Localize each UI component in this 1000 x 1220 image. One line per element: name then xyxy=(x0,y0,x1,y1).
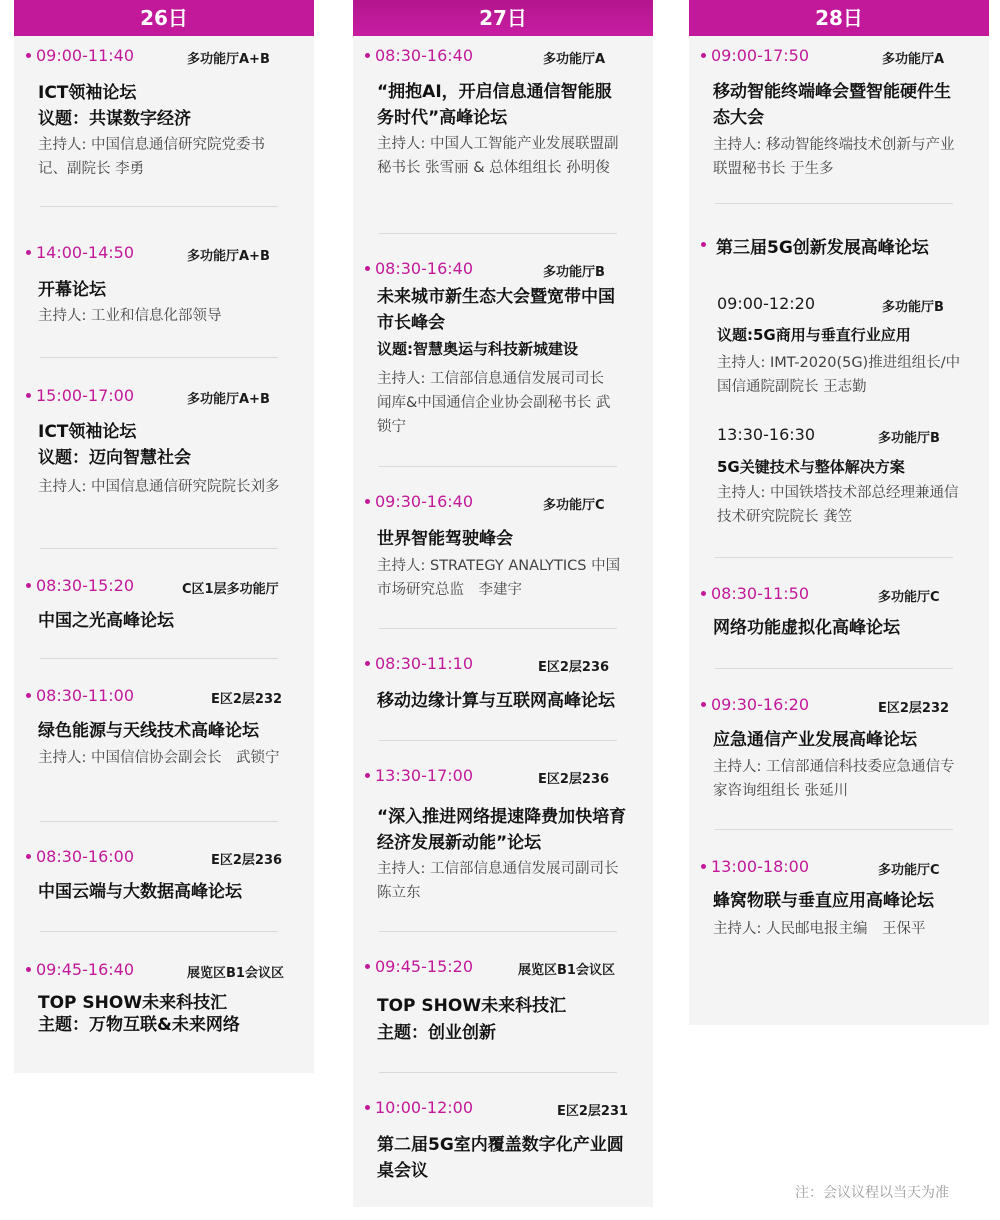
day-header-27: 27日 xyxy=(353,0,653,36)
session-card[interactable] xyxy=(689,584,989,638)
session-venue: E区2层236 xyxy=(538,772,610,787)
day-column-28 xyxy=(689,0,989,1025)
session-time: 09:00-17:50 xyxy=(711,46,809,65)
divider xyxy=(379,233,617,234)
session-title: TOP SHOW未来科技汇 xyxy=(377,996,567,1016)
bullet-icon xyxy=(365,964,370,969)
day-header-26: 26日 xyxy=(14,0,314,36)
session-title: 网络功能虚拟化高峰论坛 xyxy=(713,618,900,638)
session-time: 08:30-16:40 xyxy=(375,46,473,65)
session-time: 09:30-16:20 xyxy=(711,695,809,714)
session-host: 主持人: 工信部信息通信发展司司长 闻库&中国通信企业协会副秘书长 武锁宁 xyxy=(377,371,619,435)
session-host: 主持人: 人民邮电报主编 王保平 xyxy=(713,921,926,937)
session-time: 09:30-16:40 xyxy=(375,492,473,511)
day-column-26 xyxy=(14,0,314,1073)
session-card[interactable] xyxy=(353,492,653,598)
session-host: 主持人: 中国人工智能产业发展联盟副秘书长 张雪丽 & 总体组组长 孙明俊 xyxy=(377,136,619,176)
session-title: 第二届5G室内覆盖数字化产业圆桌会议 xyxy=(377,1135,624,1181)
session-title: “深入推进网络提速降费加快培育经济发展新动能”论坛 xyxy=(377,807,627,853)
session-host: 主持人: 工信部信息通信发展司副司长 陈立东 xyxy=(377,861,633,901)
session-time: 09:45-16:40 xyxy=(36,960,134,979)
session-title: 议题:5G商用与垂直行业应用 xyxy=(717,326,911,344)
session-time: 15:00-17:00 xyxy=(36,386,134,405)
session-card[interactable] xyxy=(353,46,653,176)
session-topic: 主题：创业创新 xyxy=(377,1023,496,1043)
session-card[interactable] xyxy=(14,46,314,177)
session-venue: 多功能厅A+B xyxy=(187,249,270,264)
bullet-icon xyxy=(365,1105,370,1110)
session-card[interactable] xyxy=(689,425,989,525)
divider xyxy=(379,740,617,741)
session-card[interactable] xyxy=(14,386,314,495)
session-venue: 多功能厅A+B xyxy=(187,392,270,407)
session-venue: C区1层多功能厅 xyxy=(182,582,279,597)
session-venue: 多功能厅A xyxy=(882,52,945,67)
bullet-icon xyxy=(26,693,31,698)
bullet-icon xyxy=(26,583,31,588)
session-title: 移动边缘计算与互联网高峰论坛 xyxy=(377,691,615,711)
session-card[interactable] xyxy=(689,857,989,937)
session-title: 应急通信产业发展高峰论坛 xyxy=(713,730,917,750)
session-host: 主持人: 移动智能终端技术创新与产业联盟秘书长 于生多 xyxy=(713,137,955,177)
footnote: 注：会议议程以当天为准 xyxy=(795,1185,949,1201)
divider xyxy=(40,821,278,822)
divider xyxy=(40,658,278,659)
session-time: 14:00-14:50 xyxy=(36,243,134,262)
session-title: 绿色能源与天线技术高峰论坛 xyxy=(38,721,259,741)
session-host: 主持人: 中国铁塔技术部总经理兼通信技术研究院院长 龚笠 xyxy=(717,485,959,525)
session-card[interactable] xyxy=(14,576,314,631)
session-title: 中国云端与大数据高峰论坛 xyxy=(38,882,242,902)
session-title: 开幕论坛 xyxy=(38,280,106,300)
bullet-icon xyxy=(701,53,706,58)
bullet-icon xyxy=(365,773,370,778)
session-host: 主持人: 工信部通信科技委应急通信专家咨询组组长 张延川 xyxy=(713,759,955,799)
session-venue: 多功能厅B xyxy=(878,431,940,446)
session-time: 13:30-16:30 xyxy=(717,425,815,444)
session-title: 蜂窝物联与垂直应用高峰论坛 xyxy=(713,891,934,911)
session-time: 13:00-18:00 xyxy=(711,857,809,876)
bullet-icon xyxy=(365,266,370,271)
divider xyxy=(40,357,278,358)
session-card[interactable] xyxy=(353,654,653,711)
session-venue: 展览区B1会议区 xyxy=(187,966,284,981)
session-venue: E区2层236 xyxy=(538,660,610,675)
session-venue: 多功能厅C xyxy=(543,498,605,513)
session-card[interactable] xyxy=(689,46,989,177)
bullet-icon xyxy=(26,53,31,58)
session-topic: 议题：迈向智慧社会 xyxy=(38,448,191,468)
divider xyxy=(40,931,278,932)
session-time: 09:00-11:40 xyxy=(36,46,134,65)
session-card[interactable] xyxy=(353,1098,653,1181)
session-venue: 多功能厅C xyxy=(878,863,940,878)
bullet-icon xyxy=(701,242,706,247)
bullet-icon xyxy=(365,661,370,666)
divider xyxy=(379,931,617,932)
session-card[interactable] xyxy=(14,847,314,902)
bullet-icon xyxy=(365,499,370,504)
session-time: 09:00-12:20 xyxy=(717,294,815,313)
session-title: 世界智能驾驶峰会 xyxy=(377,529,513,549)
session-title: 5G关键技术与整体解决方案 xyxy=(717,458,905,476)
session-venue: 多功能厅C xyxy=(878,590,940,605)
session-title: 未来城市新生态大会暨宽带中国市长峰会 xyxy=(377,287,615,333)
session-title: ICT领袖论坛 xyxy=(38,83,137,103)
bullet-icon xyxy=(701,591,706,596)
bullet-icon xyxy=(365,53,370,58)
session-card[interactable] xyxy=(14,960,314,1035)
session-card[interactable] xyxy=(353,957,653,1043)
divider xyxy=(715,203,953,204)
bullet-icon xyxy=(26,854,31,859)
session-title: 移动智能终端峰会暨智能硬件生态大会 xyxy=(713,82,951,128)
session-card[interactable] xyxy=(14,243,314,324)
bullet-icon xyxy=(26,967,31,972)
day-header-28: 28日 xyxy=(689,0,989,36)
session-venue: E区2层232 xyxy=(878,701,950,716)
bullet-icon xyxy=(701,702,706,707)
session-card[interactable] xyxy=(689,695,989,799)
session-time: 08:30-11:10 xyxy=(375,654,473,673)
session-title: 中国之光高峰论坛 xyxy=(38,611,174,631)
session-time: 08:30-11:00 xyxy=(36,686,134,705)
session-time: 10:00-12:00 xyxy=(375,1098,473,1117)
session-host: 主持人: 工业和信息化部领导 xyxy=(38,308,222,324)
session-card[interactable] xyxy=(689,294,989,395)
session-title: “拥抱AI，开启信息通信智能服务时代”高峰论坛 xyxy=(377,82,612,128)
session-time: 08:30-11:50 xyxy=(711,584,809,603)
session-time: 09:45-15:20 xyxy=(375,957,473,976)
divider xyxy=(715,829,953,830)
divider xyxy=(40,548,278,549)
bullet-icon xyxy=(26,250,31,255)
forum-section-title: 第三届5G创新发展高峰论坛 xyxy=(716,238,929,258)
day-column-27 xyxy=(353,0,653,1207)
session-time: 08:30-16:40 xyxy=(375,259,473,278)
session-host: 主持人: STRATEGY ANALYTICS 中国市场研究总监 李建宇 xyxy=(377,558,621,598)
divider xyxy=(379,466,617,467)
session-venue: 展览区B1会议区 xyxy=(518,963,615,978)
session-card[interactable] xyxy=(353,259,653,435)
session-title: TOP SHOW未来科技汇 xyxy=(38,993,228,1013)
session-venue: 多功能厅A xyxy=(543,52,606,67)
session-time: 08:30-16:00 xyxy=(36,847,134,866)
session-venue: E区2层232 xyxy=(211,692,283,707)
session-card[interactable] xyxy=(14,686,314,766)
session-topic: 议题:智慧奥运与科技新城建设 xyxy=(377,340,578,358)
session-host: 主持人: IMT-2020(5G)推进组组长/中国信通院副院长 王志勤 xyxy=(717,355,961,395)
session-venue: 多功能厅B xyxy=(882,300,944,315)
session-topic: 议题：共谋数字经济 xyxy=(38,109,191,129)
divider xyxy=(379,1072,617,1073)
session-host: 主持人: 中国信息通信研究院院长刘多 xyxy=(38,479,280,495)
session-time: 13:30-17:00 xyxy=(375,766,473,785)
bullet-icon xyxy=(701,864,706,869)
divider xyxy=(715,557,953,558)
session-host: 主持人: 中国信息通信研究院党委书记、副院长 李勇 xyxy=(38,137,265,177)
session-topic: 主题：万物互联&未来网络 xyxy=(38,1015,240,1035)
divider xyxy=(40,206,278,207)
session-venue: 多功能厅B xyxy=(543,265,605,280)
divider xyxy=(379,628,617,629)
session-title: ICT领袖论坛 xyxy=(38,422,137,442)
session-venue: 多功能厅A+B xyxy=(187,52,270,67)
divider xyxy=(715,668,953,669)
session-host: 主持人: 中国信信协会副会长 武锁宁 xyxy=(38,750,280,766)
session-time: 08:30-15:20 xyxy=(36,576,134,595)
bullet-icon xyxy=(26,393,31,398)
session-venue: E区2层236 xyxy=(211,853,283,868)
session-venue: E区2层231 xyxy=(557,1104,629,1119)
session-card[interactable] xyxy=(353,766,653,901)
